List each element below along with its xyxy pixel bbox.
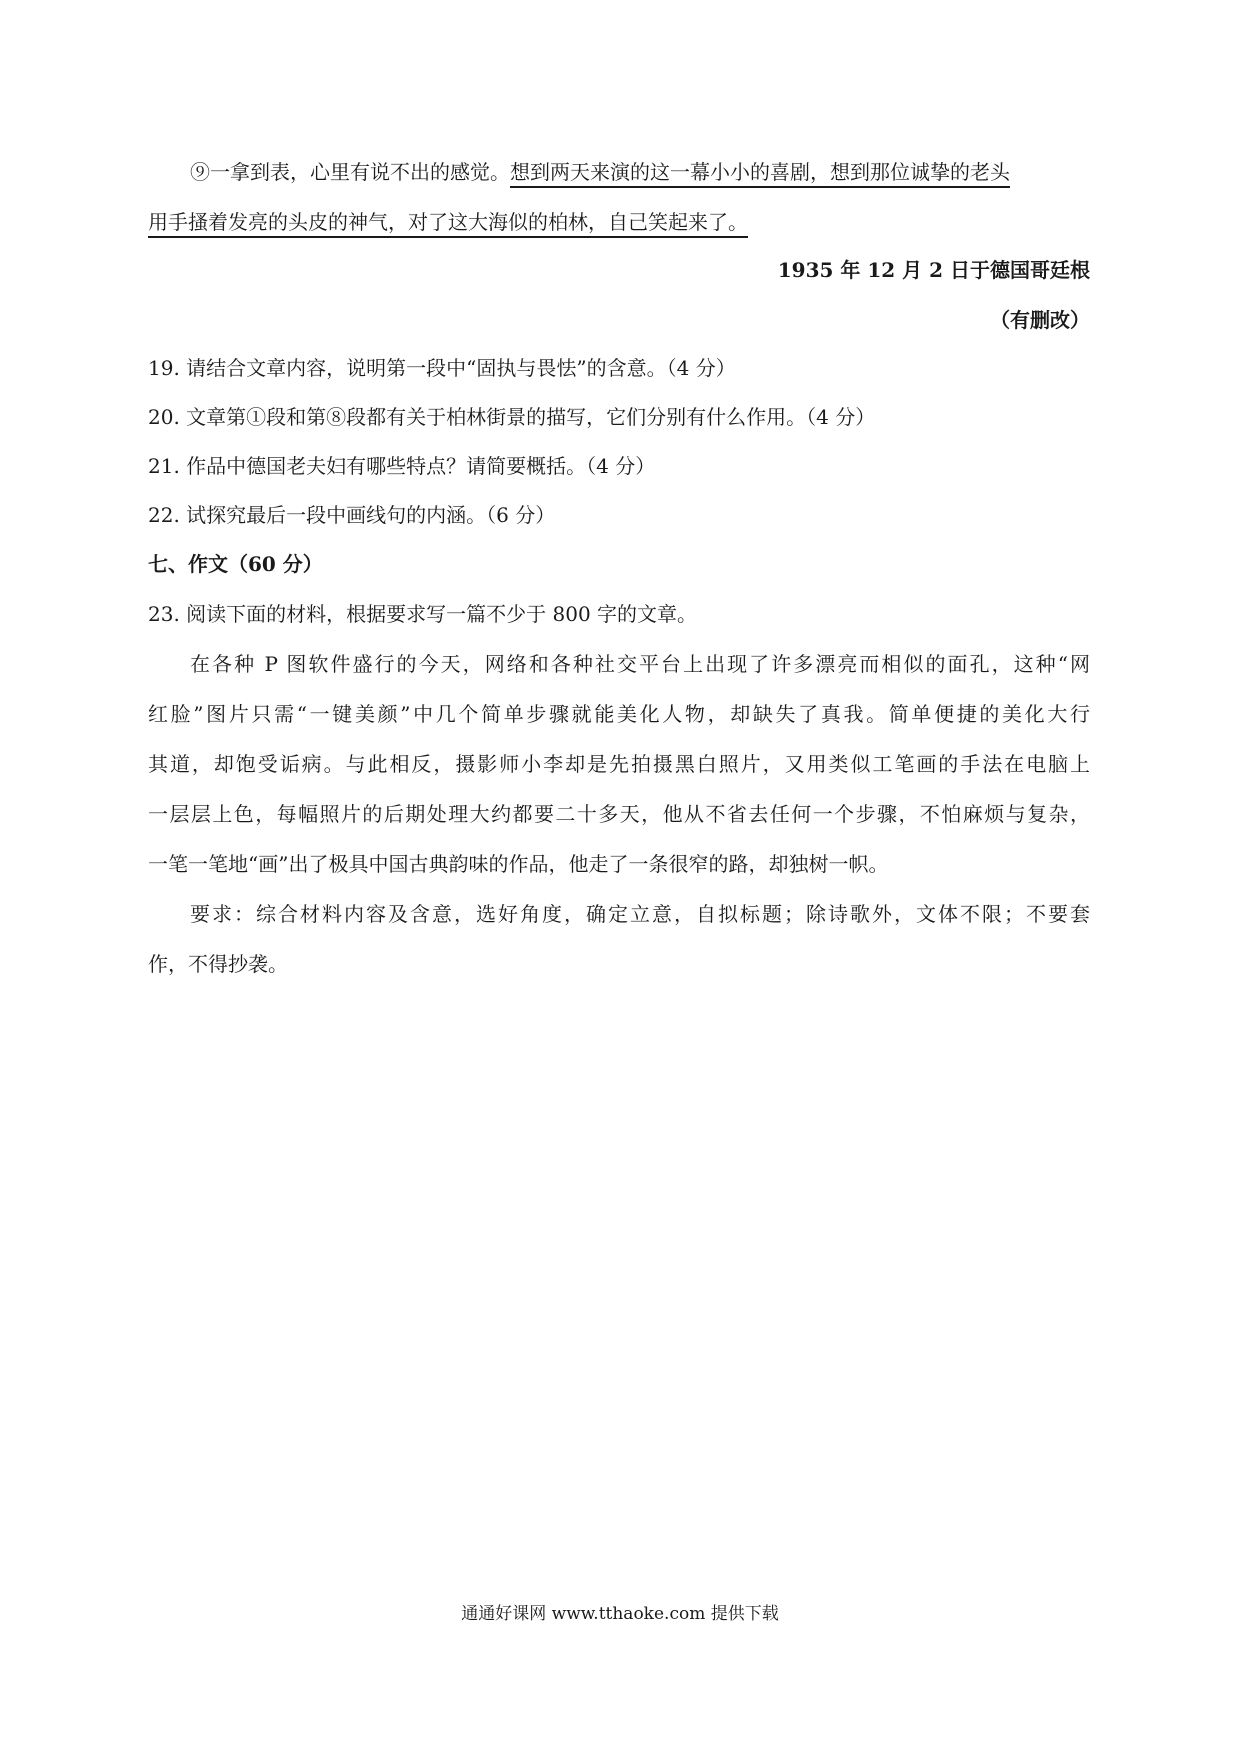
abridged-note: （有删改）	[990, 308, 1090, 332]
material-line-3: 其道，却饱受诟病。与此相反，摄影师小李却是先拍摄黑白照片，又用类似工笔画的手法在电脑上	[148, 752, 1090, 776]
requirements-line-1: 要求：综合材料内容及含意，选好角度，确定立意，自拟标题；除诗歌外，文体不限；不要套	[190, 902, 1090, 926]
question-20: 20. 文章第①段和第⑧段都有关于柏林街景的描写，它们分别有什么作用。（4 分）	[148, 405, 876, 429]
requirements-line-2: 作，不得抄袭。	[148, 952, 288, 976]
material-line-2: 红脸”图片只需“一键美颜”中几个简单步骤就能美化人物，却缺失了真我。简单便捷的美化大行	[148, 702, 1090, 726]
question-23: 23. 阅读下面的材料，根据要求写一篇不少于 800 字的文章。	[148, 602, 698, 626]
date-place-signature: 1935 年 12 月 2 日于德国哥廷根	[777, 258, 1090, 282]
paragraph-9-line-1	[190, 158, 1010, 186]
question-21: 21. 作品中德国老夫妇有哪些特点？请简要概括。（4 分）	[148, 454, 656, 478]
question-22: 22. 试探究最后一段中画线句的内涵。（6 分）	[148, 503, 556, 527]
question-19: 19. 请结合文章内容，说明第一段中“固执与畏怯”的含意。（4 分）	[148, 356, 736, 380]
section-7-heading: 七、作文（60 分）	[148, 552, 323, 576]
material-line-5: 一笔一笔地“画”出了极具中国古典韵味的作品，他走了一条很窄的路，却独树一帜。	[148, 852, 889, 876]
page-footer: 通通好课网 www.tthaoke.com 提供下载	[461, 1604, 779, 1624]
paragraph-9-underlined-text-2: 用手搔着发亮的头皮的神气，对了这大海似的柏林，自己笑起来了。	[148, 210, 748, 238]
material-line-4: 一层层上色，每幅照片的后期处理大约都要二十多天，他从不省去任何一个步骤，不怕麻烦与复杂，	[148, 802, 1090, 826]
material-line-1: 在各种 P 图软件盛行的今天，网络和各种社交平台上出现了许多漂亮而相似的面孔，这种“网	[190, 652, 1090, 676]
paragraph-9-underlined-text-1: 想到两天来演的这一幕小小的喜剧，想到那位诚挚的老头	[510, 160, 1010, 188]
paragraph-9-plain-text: ⑨一拿到表，心里有说不出的感觉。	[190, 160, 510, 184]
paragraph-9-line-2	[148, 208, 748, 236]
